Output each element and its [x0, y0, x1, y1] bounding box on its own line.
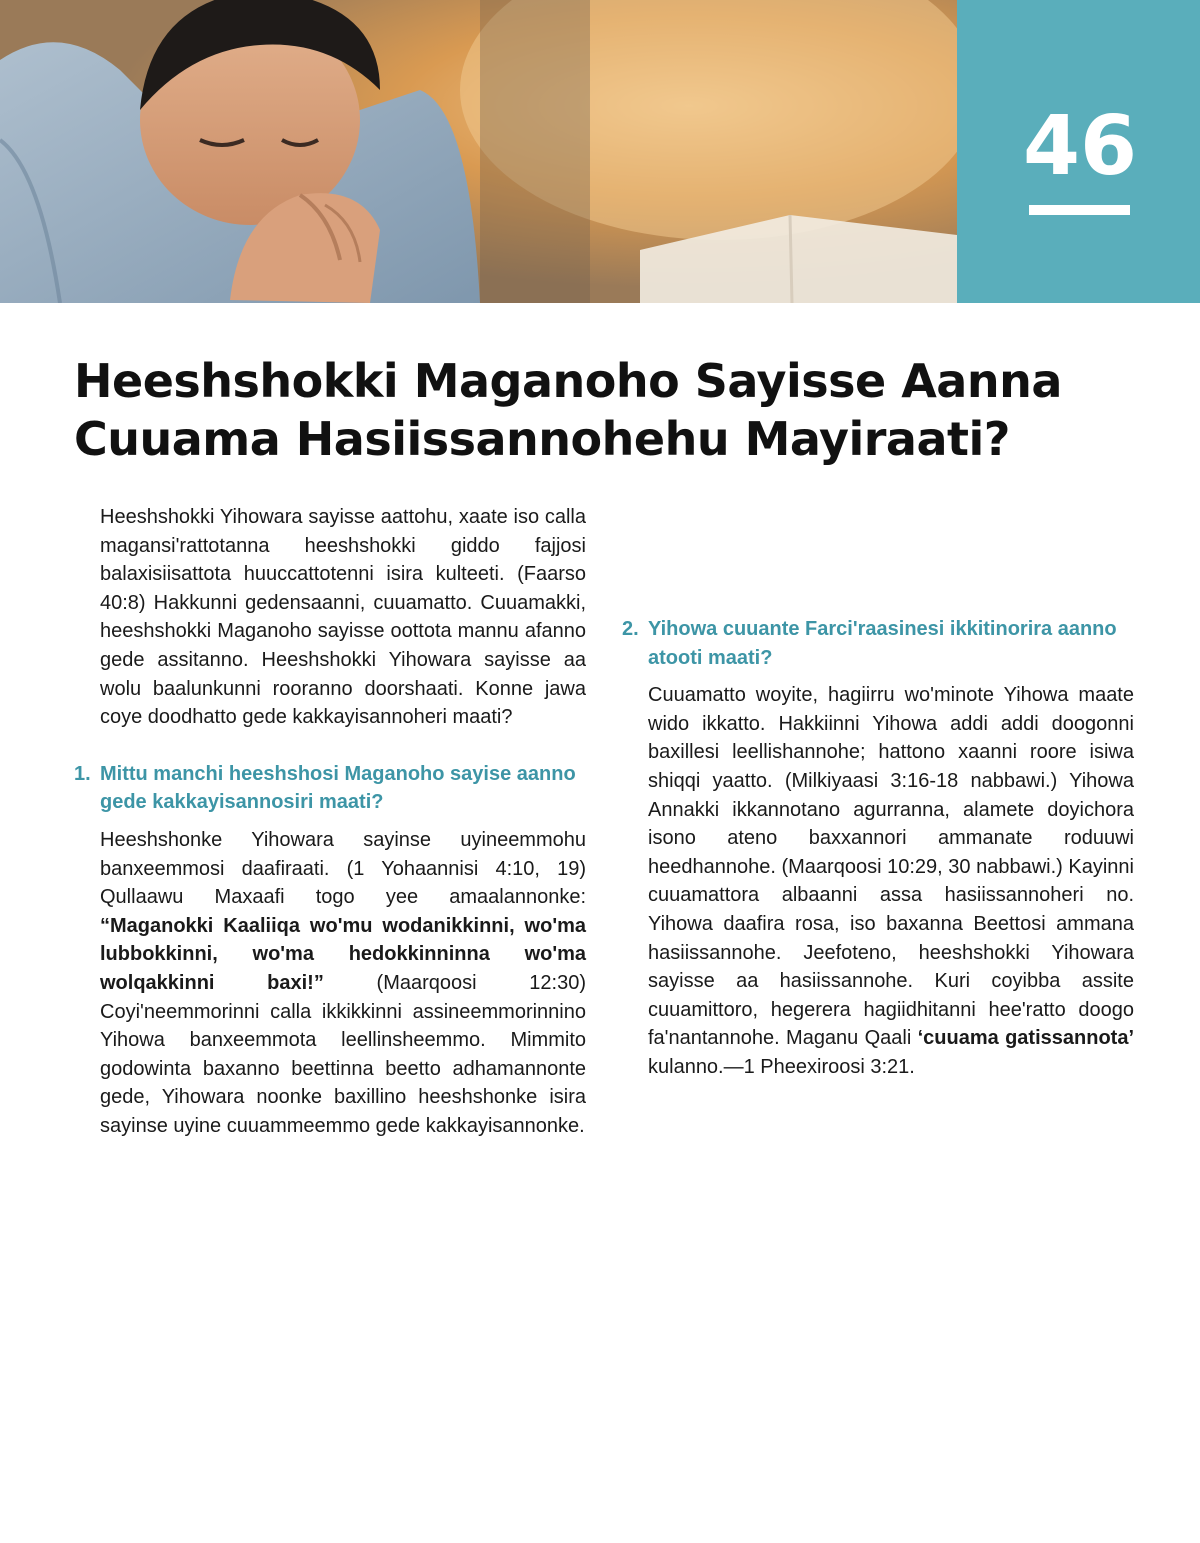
- intro-paragraph: Heeshshokki Yihowara sayisse aattohu, xaate iso calla magansi'rattotanna heeshshokki giddo fajjosi balaxisiisattota huuccattotenni isira kulteeti. (Faarso 40:8) Hakkunni gedensaanni, cuuamatto. Cuuamakki, heeshshokki Maganoho sayisse oottota mannu afanno gede assitanno. Heeshshokki Yihowara sayisse aa wolu baalunkunni rooranno doorshaati. Konne jawa coye doodhatto gede kakkayisannoheri maati?: [100, 506, 586, 729]
- right-column: [622, 503, 1134, 1082]
- answer-2-scripture-quote: ‘cuuama gatissannota’: [917, 1027, 1134, 1050]
- left-column: [74, 503, 586, 1140]
- question-1-text: Mittu manchi heeshshosi Maganoho sayise aanno gede kakkayisannosiri maati?: [100, 762, 576, 814]
- question-1-number: 1.: [74, 762, 91, 785]
- page-title-line-1: Heeshshokki Maganoho Sayisse Aanna: [74, 354, 1062, 408]
- question-2-number: 2.: [622, 618, 639, 640]
- answer-2-paragraph: [622, 681, 1134, 1081]
- question-1: [74, 760, 586, 817]
- answer-2-text-end: kulanno.—1 Pheexiroosi 3:21.: [648, 1055, 915, 1078]
- lesson-number: 46: [1022, 99, 1138, 194]
- answer-1-scripture-quote: “Maganokki Kaaliiqa wo'mu wodanikkinni, wo'ma lubbokkinni, wo'ma hedokkinninna wo'ma wolqakkinni baxi!”: [100, 914, 586, 994]
- answer-1-text-end: (Maarqoosi 12:30) Coyi'neemmorinni calla ikkikkinni assineemmorinnino Yihowa banxeemmota leellinsheemmo. Mimmito godowinta baxanno beettinna beetto adhamannonte gede, Yihowara noonke baxillino heeshshonke isira sayinse uyine cuuammeemmo gede kakkayisannonke.: [100, 971, 586, 1137]
- answer-1-paragraph: [74, 826, 586, 1141]
- answer-2-text-start: Cuuamatto woyite, hagiirru wo'minote Yihowa maate wido ikkatto. Hakkiinni Yihowa addi addi doogonni baxillesi leellishannohe; hattono xaanni roore isiwa shiqqi yaatto. (Milkiyaasi 3:16-18 nabbawi.) Yihowa Annakki ikkannotano agurranna, alamete doyichora isono ateno baxxannori ammanate roduuwi heedhannohe. (Maarqoosi 10:29, 30 nabbawi.) Kayinni cuuamattora albaanni assa hasiissannoheri no. Yihowa daafira rosa, iso baxanna Beettosi ammana hasiissannohe. Jeefoteno, heeshshokki Yihowara sayisse aa hasiissannohe. Kuri coyibba assite cuuamittoro, hegerera hagiidhitanni hee'ratto doogo fa'nantannohe. Maganu Qaali: [648, 684, 1134, 1050]
- page-title: [74, 352, 1134, 468]
- question-2-text: Yihowa cuuante Farci'raasinesi ikkitinorira aanno atooti maati?: [648, 618, 1117, 669]
- answer-1-text-start: Heeshshonke Yihowara sayinse uyineemmohu banxeemmosi daafiraati. (1 Yohaannisi 4:10, 19) Qullaawu Maxaafi togo yee amaalannonke:: [100, 828, 586, 909]
- page-title-line-2: Cuuama Hasiissannohehu Mayiraati?: [74, 412, 1010, 466]
- header-photo: [0, 0, 957, 303]
- lesson-number-underline: [1029, 205, 1130, 215]
- question-2: [622, 615, 1134, 672]
